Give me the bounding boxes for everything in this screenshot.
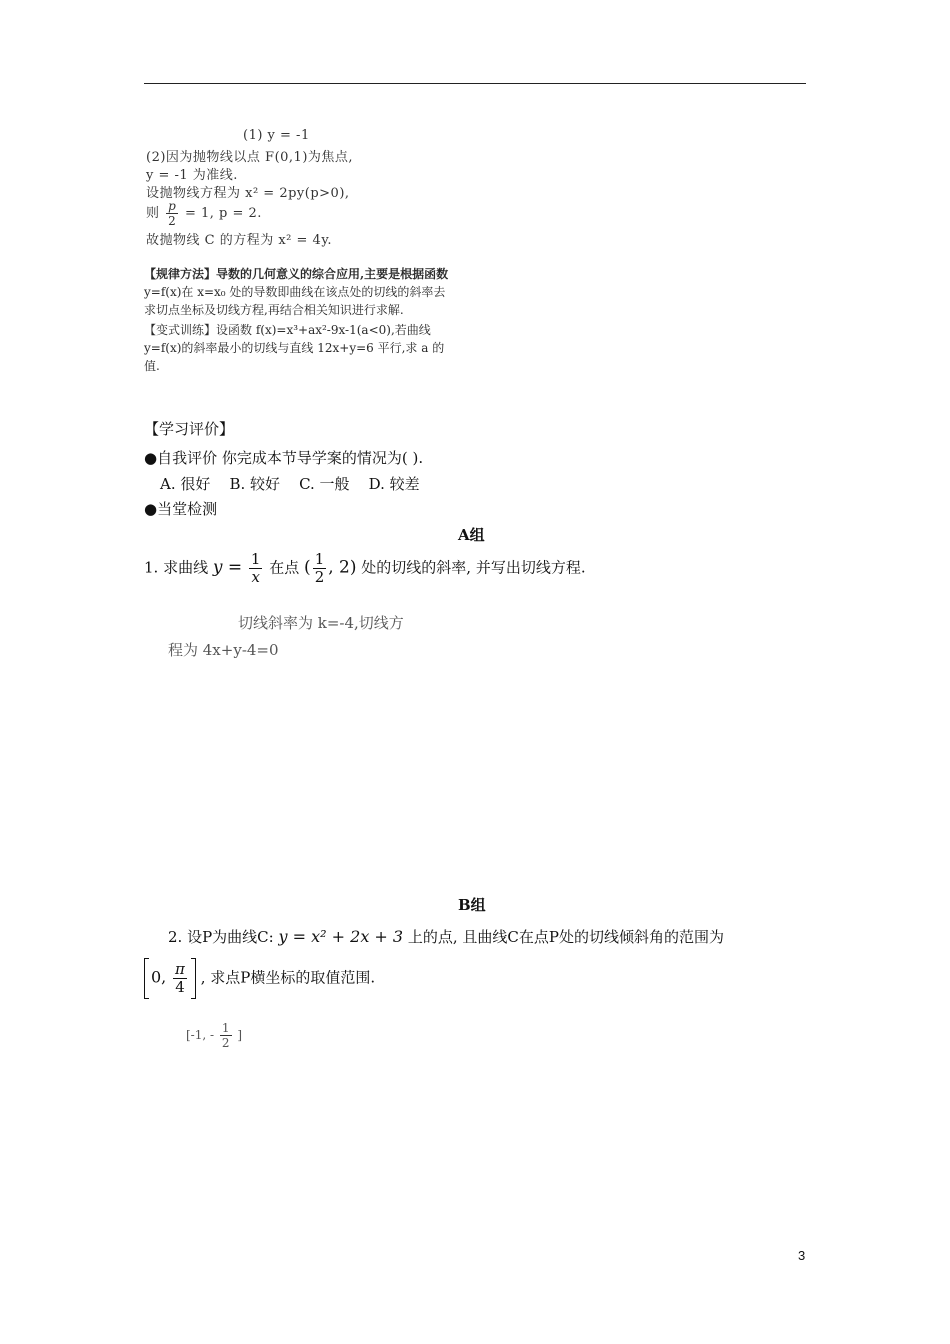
math-expression: y = x² + 2x + 3 [278, 927, 404, 946]
check-line [144, 498, 217, 519]
fraction [313, 552, 327, 585]
scan-text: = 1, p = 2. [184, 206, 262, 221]
evaluation-options: A. 很好 B. 较好 C. 一般 D. 较差 [160, 475, 420, 493]
fraction-numerator: 1 [250, 550, 261, 568]
scan-line: y=f(x)的斜率最小的切线与直线 12x+y=6 平行,求 a 的 [144, 341, 445, 355]
bullet-icon: ● [144, 449, 158, 467]
scan-line: 设抛物线方程为 x² = 2py(p>0), [146, 186, 350, 201]
scan-line: (2)因为抛物线以点 F(0,1)为焦点, [146, 150, 354, 165]
scan-line: (1) y = -1 [243, 128, 310, 143]
fraction-denominator: 4 [175, 978, 185, 996]
scan-line: 故抛物线 C 的方程为 x² = 4y. [146, 233, 333, 248]
math-expression: 0, [151, 967, 167, 987]
scan-text: 【规律方法】导数的几何意义的综合应用,主要是根据函数 [144, 267, 449, 281]
scan-line [146, 200, 262, 227]
fraction [166, 200, 178, 227]
answer-text: ] [237, 1028, 243, 1042]
answer-1-line: 程为 4x+y-4=0 [168, 641, 279, 659]
question-2 [168, 926, 724, 947]
answer-2 [186, 1022, 242, 1049]
math-expression: , 2) [328, 557, 357, 578]
header-rule [144, 83, 806, 84]
fraction [173, 962, 187, 995]
question-1 [144, 552, 586, 585]
scan-text: 则 [146, 206, 160, 221]
check-text: 当堂检测 [157, 500, 218, 518]
scan-line: 求切点坐标及切线方程,再结合相关知识进行求解. [144, 303, 404, 317]
scan-line [144, 265, 448, 282]
question-2-line-2 [144, 958, 375, 999]
question-text: 在点 [269, 558, 300, 577]
question-text: 1. 求曲线 [144, 558, 209, 577]
answer-text: [-1, - [186, 1028, 215, 1042]
self-evaluation-line [144, 447, 423, 468]
scan-line: 【变式训练】设函数 f(x)=x³+ax²-9x-1(a<0),若曲线 [144, 323, 431, 337]
group-b-title: B组 [458, 896, 486, 914]
fraction-denominator: x [251, 568, 260, 586]
fraction-denominator: 2 [314, 568, 325, 586]
scan-line: 值. [144, 359, 160, 373]
fraction-denominator: 2 [168, 214, 177, 228]
answer-1-line: 切线斜率为 k=-4,切线方 [238, 614, 404, 632]
question-text: 2. 设P为曲线C: [168, 928, 274, 946]
fraction-numerator: π [175, 960, 185, 978]
question-text: 处的切线的斜率, 并写出切线方程. [361, 558, 586, 577]
page-number: 3 [798, 1248, 806, 1263]
self-evaluation-text: 自我评价 你完成本节导学案的情况为( ). [157, 449, 424, 467]
question-text: , 求点P横坐标的取值范围. [200, 968, 376, 987]
scan-line: y=f(x)在 x=x₀ 处的导数即曲线在该点处的切线的斜率去 [144, 285, 446, 299]
math-expression: y = [212, 557, 243, 578]
evaluation-heading: 【学习评价】 [144, 420, 235, 438]
fraction-denominator: 2 [221, 1036, 230, 1050]
fraction-numerator: 1 [221, 1021, 230, 1035]
scanned-method-box [144, 255, 466, 377]
bullet-icon: ● [144, 500, 158, 518]
fraction-numerator: p [168, 199, 177, 213]
interval-bracket [144, 958, 196, 999]
math-expression: ( [304, 557, 311, 578]
question-text: 上的点, 且曲线C在点P处的切线倾斜角的范围为 [407, 928, 724, 946]
fraction [249, 552, 263, 585]
fraction [220, 1022, 232, 1049]
fraction-numerator: 1 [314, 550, 325, 568]
scan-line: y = -1 为准线. [146, 168, 238, 183]
group-a-title: A组 [458, 526, 485, 544]
